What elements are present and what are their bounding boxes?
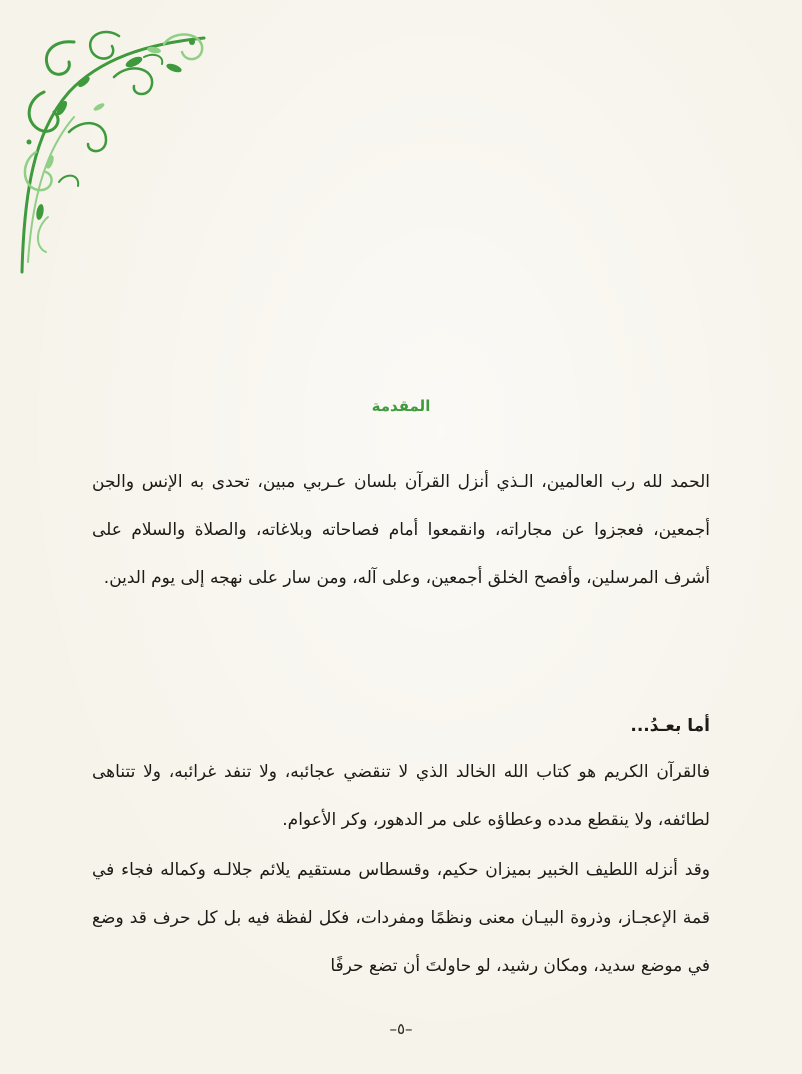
paragraph-quran: فالقرآن الكريم هو كتاب الله الخالد الذي لا تنقضي عجائبه، ولا تنفد غرائبه، ولا تتناهى لطائفه، ولا ينقطع مدده وعطاؤه على مر الدهور، وكر الأعوام. [92, 762, 710, 830]
paragraph-intro: الحمد لله رب العالمين، الـذي أنزل القرآن بلسان عـربي مبين، تحدى به الإنس والجن أجمعين، فعجزوا عن مجاراته، وانقمعوا أمام فصاحاته وبلاغاته، والصلاة والسلام على أشرف المرسلين، وأفصح الخلق أجمعين، وعلى آله، ومن سار على نهجه إلى يوم الدين. [92, 472, 710, 588]
page-number: –٥– [389, 1020, 413, 1038]
paragraph-amma-bad: أما بعـدُ... [630, 716, 710, 736]
floral-corner-ornament-icon [14, 22, 214, 277]
paragraph-revelation: وقد أنزله اللطيف الخبير بميزان حكيم، وقسطاس مستقيم يلائم جلالـه وكماله فجاء في قمة الإعجـاز، وذروة البيـان معنى ونظمًا ومفردات، فكل لفظة فيه بل كل حرف قد وضع في موضع سديد، ومكان رشيد، لو حاولتَ أن تضع حرفًا [92, 860, 710, 976]
section-heading: المقدمة [371, 397, 431, 415]
